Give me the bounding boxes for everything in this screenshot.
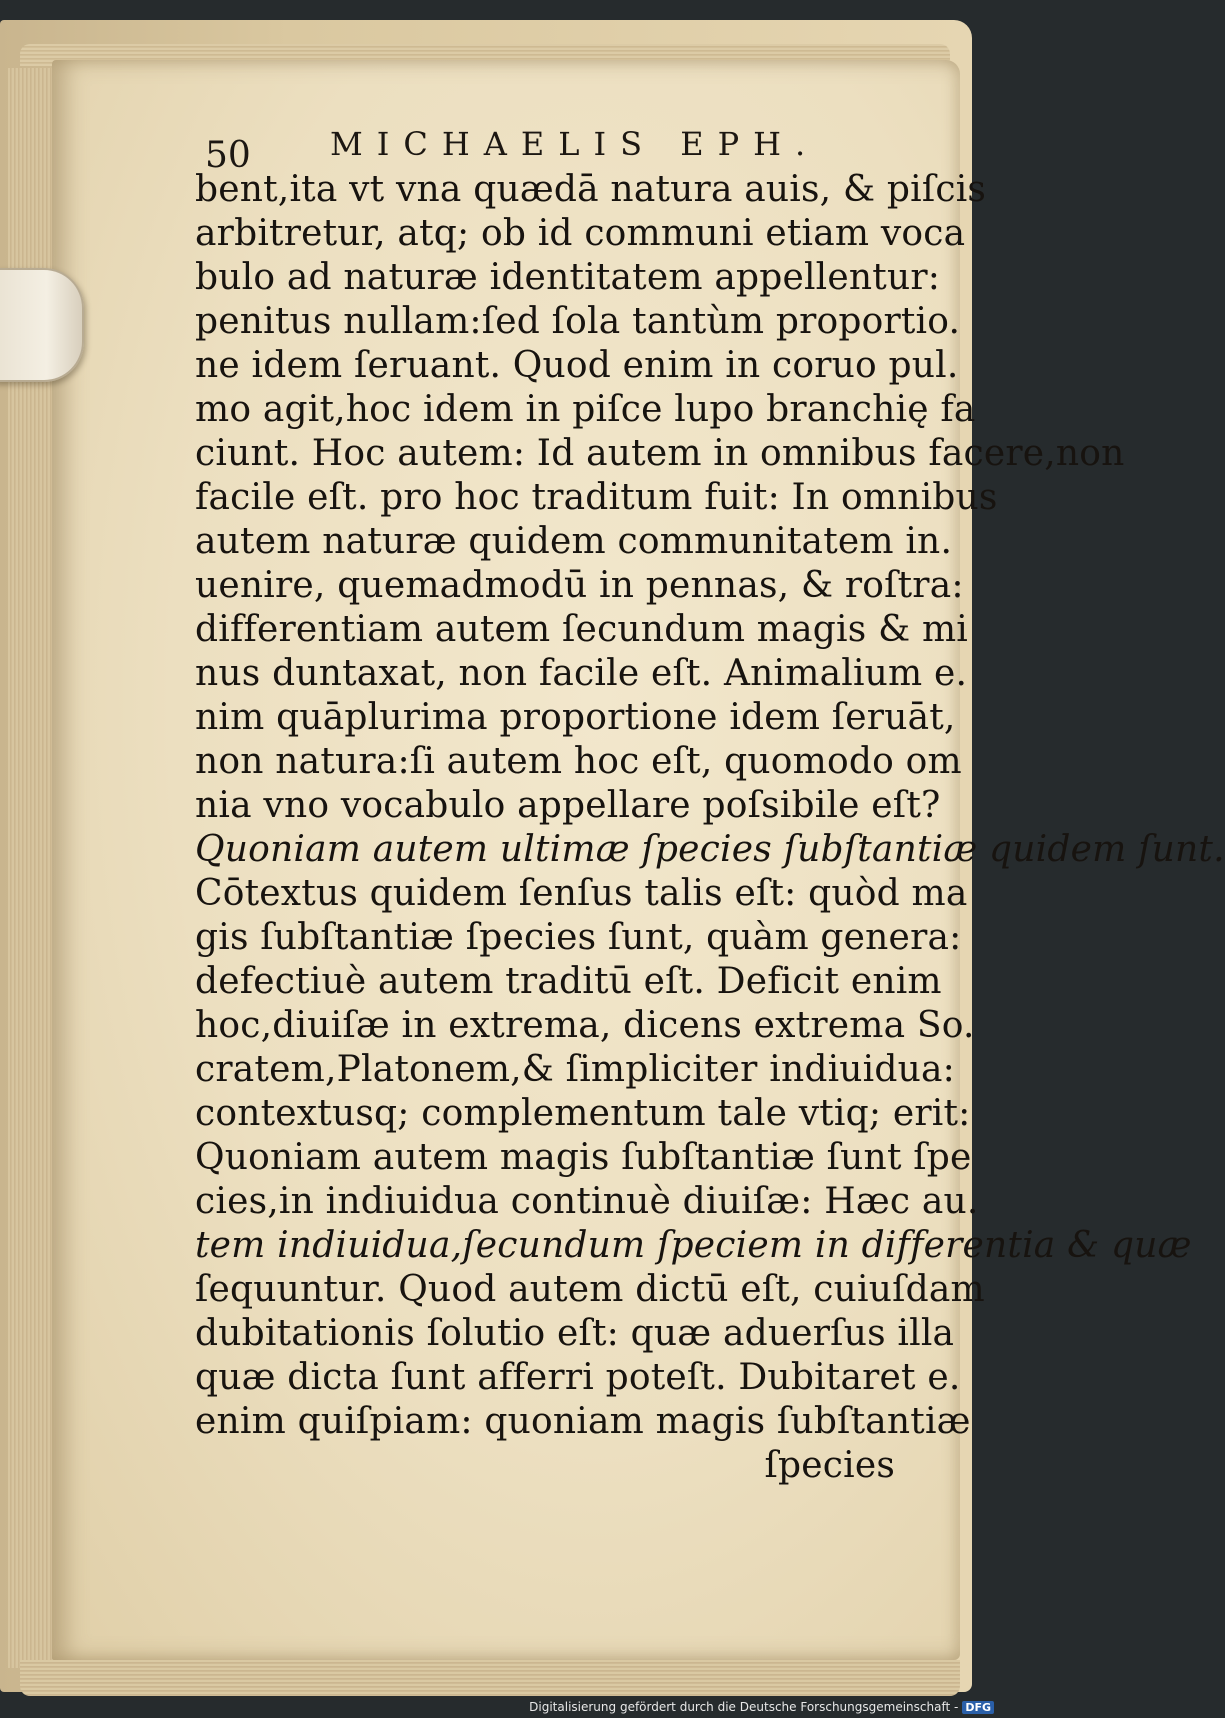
- text-line: autem naturæ quidem communitatem in.: [195, 521, 953, 562]
- text-line: contextusq; complementum tale vtiq; erit:: [195, 1093, 971, 1134]
- text-line: quæ dicta ſunt afferri poteſt. Dubitaret e.: [195, 1357, 961, 1398]
- catchword: ſpecies: [764, 1445, 895, 1486]
- text-line: nus duntaxat, non facile eſt. Animalium e.: [195, 653, 968, 694]
- text-line: enim quiſpiam: quoniam magis ſubſtantiæ: [195, 1401, 971, 1442]
- text-line: hoc,diuiſæ in extrema, dicens extrema So.: [195, 1005, 975, 1046]
- text-line: bent,ita vt vna quædā natura auis, & piſcis: [195, 169, 987, 210]
- bookmark-strip: [0, 268, 84, 382]
- text-line: ſequuntur. Quod autem dictū eſt, cuiuſdam: [195, 1269, 985, 1310]
- text-line-italic: Quoniam autem ultimæ ſpecies ſubſtantiæ quidem ſunt.: [195, 829, 1225, 870]
- digitization-credit: [529, 1700, 994, 1714]
- running-head: MICHAELIS EPH.: [330, 125, 820, 163]
- text-line: mo agit,hoc idem in piſce lupo branchię fa: [195, 389, 976, 430]
- text-line: nim quāplurima proportione idem ſeruāt,: [195, 697, 956, 738]
- text-line: non natura:ſi autem hoc eſt, quomodo om: [195, 741, 962, 782]
- text-line: ne idem ſeruant. Quod enim in coruo pul.: [195, 345, 959, 386]
- text-line: arbitretur, atq; ob id communi etiam voca: [195, 213, 966, 254]
- page-number: 50: [205, 135, 251, 176]
- text-line: defectiuè autem traditū eſt. Deficit enim: [195, 961, 942, 1002]
- page-edges-bottom: [20, 1660, 960, 1696]
- text-line: dubitationis ſolutio eſt: quæ aduerſus illa: [195, 1313, 955, 1354]
- text-line: bulo ad naturæ identitatem appellentur:: [195, 257, 941, 298]
- credit-text: Digitalisierung gefördert durch die Deutsche Forschungsgemeinschaft -: [529, 1700, 959, 1714]
- text-line: gis ſubſtantiæ ſpecies ſunt, quàm genera:: [195, 917, 962, 958]
- text-line: differentiam autem ſecundum magis & mi: [195, 609, 969, 650]
- text-line: cratem,Platonem,& ſimpliciter indiuidua:: [195, 1049, 956, 1090]
- text-line: ciunt. Hoc autem: Id autem in omnibus facere,non: [195, 433, 1125, 474]
- text-line: facile eſt. pro hoc traditum fuit: In omnibus: [195, 477, 998, 518]
- text-line: nia vno vocabulo appellare poſsibile eſt?: [195, 785, 941, 826]
- text-line: penitus nullam:ſed ſola tantùm proportio.: [195, 301, 961, 342]
- text-line: Cōtextus quidem ſenſus talis eſt: quòd ma: [195, 873, 968, 914]
- text-line: cies,in indiuidua continuè diuiſæ: Hæc au.: [195, 1181, 979, 1222]
- text-block: [195, 168, 1225, 1488]
- dfg-logo: DFG: [962, 1701, 994, 1714]
- text-line-italic: tem indiuidua,ſecundum ſpeciem in differentia & quæ: [195, 1225, 1192, 1266]
- text-line: Quoniam autem magis ſubſtantiæ ſunt ſpe: [195, 1137, 972, 1178]
- text-line: uenire, quemadmodū in pennas, & roſtra:: [195, 565, 964, 606]
